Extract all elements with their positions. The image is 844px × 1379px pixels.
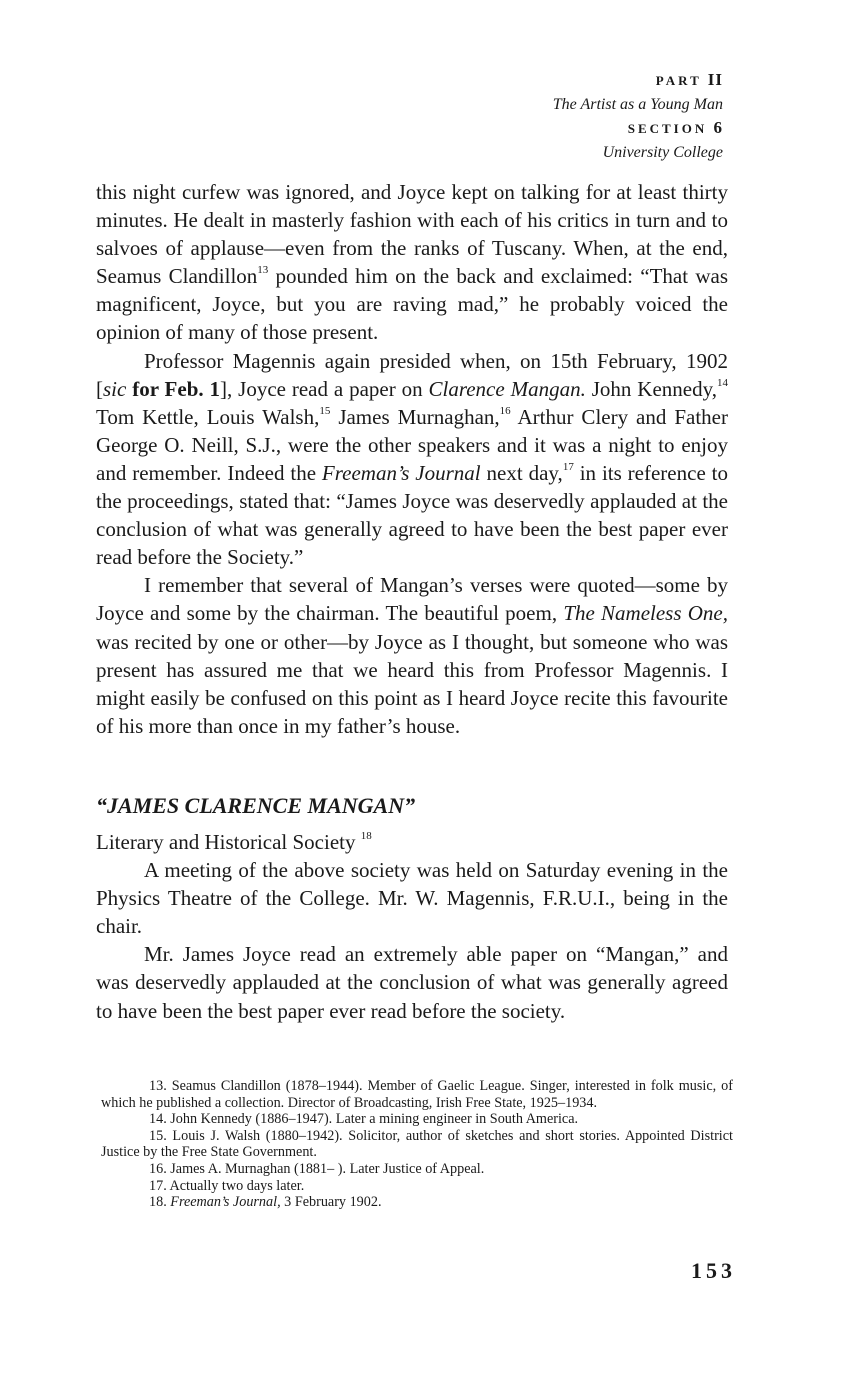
footnote-ref-16: 16 bbox=[499, 404, 511, 417]
part-label: PART II bbox=[655, 70, 723, 89]
footnote-18: 18. Freeman’s Journal, 3 February 1902. bbox=[149, 1194, 382, 1211]
footnote-16: 16. James A. Murnaghan (1881– ). Later Justice of Appeal. bbox=[149, 1160, 485, 1177]
paragraph-2: Professor Magennis again presided when, on 15th February, 1902 [sic for Feb. 1], Joyce read a paper on Clarence Mangan. John Kennedy,$^{14}$ Tom Kettle, Louis Walsh,$^{15}$ James Murnaghan,$^{16}$ Arthur Clery and Father George O. Neill, S.J., were the other speakers and it was a night to enjoy and remember. Indeed the Freeman’s Journal next day,$^{17}$ in its reference to the proceedings, stated that: “James Joyce was deservedly applauded at the conclusion of what was generally agreed to have been the best paper ever read before the Society.” bbox=[96, 348, 728, 570]
running-head bbox=[553, 68, 723, 164]
footnote-ref-15: 15 bbox=[319, 404, 331, 417]
section-title: University College bbox=[602, 144, 723, 161]
footnote-ref-13: 13 bbox=[257, 264, 269, 277]
page-number: 153 bbox=[691, 1258, 736, 1283]
footnote-15: 15. Louis J. Walsh (1880–1942). Solicitor, author of sketches and short stories. Appointed District Justice by the Free State Government. bbox=[101, 1127, 733, 1161]
main-text bbox=[96, 178, 728, 1025]
section-label: SECTION 6 bbox=[627, 118, 723, 137]
footnote-ref-17: 17 bbox=[562, 460, 574, 473]
paragraph-3: I remember that several of Mangan’s verses were quoted—some by Joyce and some by the chairman. The beautiful poem, The Nameless One, was recited by one or other—by Joyce as I thought, but someone who was present has assured me that we heard this from Professor Magennis. I might easily be confused on this point as I heard Joyce recite this favourite of his more than once in my father’s house. bbox=[96, 573, 728, 738]
excerpt-title: “JAMES CLARENCE MANGAN” bbox=[96, 792, 416, 818]
excerpt-paragraph-2: Mr. James Joyce read an extremely able paper on “Mangan,” and was deservedly applauded at the conclusion of what was generally agreed to have been the best paper ever read before the society. bbox=[96, 942, 728, 1023]
footnote-13: 13. Seamus Clandillon (1878–1944). Member of Gaelic League. Singer, interested in folk music, of which he published a collection. Director of Broadcasting, Irish Free State, 1925–1934. bbox=[101, 1078, 733, 1111]
paragraph-1: this night curfew was ignored, and Joyce kept on talking for at least thirty minutes. He dealt in masterly fashion with each of his critics in turn and to salvoes of applause—even from the ranks of Tuscany. When, at the end, Seamus Clandillon$^{13}$ pounded him on the back and exclaimed: “That was magnificent, Joyce, but you are raving mad,” he probably voiced the opinion of many of those present. bbox=[96, 180, 728, 345]
footnotes bbox=[101, 1078, 733, 1211]
footnote-17: 17. Actually two days later. bbox=[149, 1177, 305, 1194]
footnote-ref-14: 14 bbox=[717, 376, 728, 389]
footnote-14: 14. John Kennedy (1886–1947). Later a mining engineer in South America. bbox=[149, 1111, 579, 1128]
footnote-ref-18: 18 bbox=[360, 829, 372, 842]
part-title: The Artist as a Young Man bbox=[552, 96, 723, 113]
excerpt-paragraph-1: A meeting of the above society was held on Saturday evening in the Physics Theatre of the College. Mr. W. Magennis, F.R.U.I., being in the chair. bbox=[96, 858, 728, 939]
excerpt-subtitle: Literary and Historical Society $^{18}$ bbox=[96, 829, 372, 854]
